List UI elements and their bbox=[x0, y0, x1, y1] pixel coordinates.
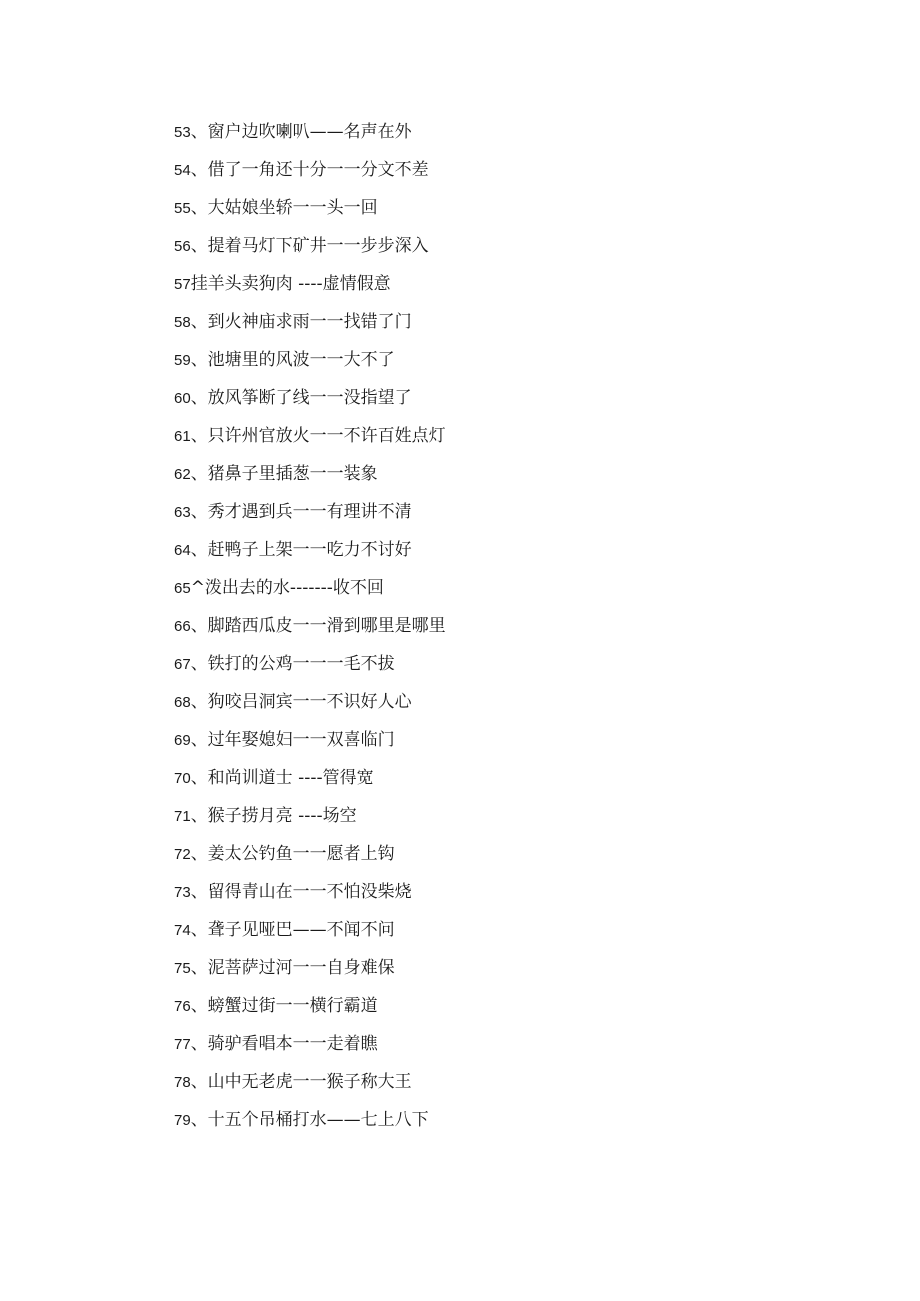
line-text: 、留得青山在一一不怕没柴烧 bbox=[190, 882, 412, 902]
proverb-line bbox=[174, 683, 446, 721]
proverb-line bbox=[174, 569, 446, 607]
proverb-line bbox=[174, 1063, 446, 1101]
line-text: 、聋子见哑巴——不闻不问 bbox=[190, 920, 395, 940]
proverb-line bbox=[174, 645, 446, 683]
line-number: 56 bbox=[174, 238, 191, 255]
line-number: 58 bbox=[174, 314, 191, 331]
line-number: 77 bbox=[174, 1036, 191, 1053]
line-text: 、泥菩萨过河一一自身难保 bbox=[190, 958, 395, 978]
proverb-line bbox=[174, 721, 446, 759]
proverb-line bbox=[174, 455, 446, 493]
proverb-line bbox=[174, 227, 446, 265]
proverb-line bbox=[174, 1025, 446, 1063]
line-text: ^泼出去的水-------收不回 bbox=[190, 578, 384, 598]
line-number: 57 bbox=[174, 276, 191, 293]
line-text: 、过年娶媳妇一一双喜临门 bbox=[190, 730, 395, 750]
line-text: 、借了一角还十分一一分文不差 bbox=[190, 160, 429, 180]
line-text: 、窗户边吹喇叭——名声在外 bbox=[190, 122, 412, 142]
line-text: 、十五个吊桶打水——七上八下 bbox=[190, 1110, 429, 1130]
line-number: 69 bbox=[174, 732, 191, 749]
line-number: 75 bbox=[174, 960, 191, 977]
proverb-line bbox=[174, 797, 446, 835]
line-number: 79 bbox=[174, 1112, 191, 1129]
line-number: 53 bbox=[174, 124, 191, 141]
proverb-line bbox=[174, 341, 446, 379]
line-number: 62 bbox=[174, 466, 191, 483]
proverb-line bbox=[174, 759, 446, 797]
proverb-line bbox=[174, 873, 446, 911]
line-text: 、秀才遇到兵一一有理讲不清 bbox=[190, 502, 412, 522]
proverb-list bbox=[174, 113, 446, 1139]
line-number: 60 bbox=[174, 390, 191, 407]
line-number: 78 bbox=[174, 1074, 191, 1091]
line-text: 、骑驴看唱本一一走着瞧 bbox=[190, 1034, 378, 1054]
line-text: 、赶鸭子上架一一吃力不讨好 bbox=[190, 540, 412, 560]
line-number: 67 bbox=[174, 656, 191, 673]
line-text: 、到火神庙求雨一一找错了门 bbox=[190, 312, 412, 332]
proverb-line bbox=[174, 151, 446, 189]
proverb-line bbox=[174, 949, 446, 987]
proverb-line bbox=[174, 493, 446, 531]
proverb-line bbox=[174, 379, 446, 417]
line-text: 、和尚训道士 ----管得宽 bbox=[190, 768, 374, 788]
line-text: 、猪鼻子里插葱一一装象 bbox=[190, 464, 378, 484]
line-number: 72 bbox=[174, 846, 191, 863]
line-text: 、只许州官放火一一不许百姓点灯 bbox=[190, 426, 446, 446]
proverb-line bbox=[174, 531, 446, 569]
line-number: 70 bbox=[174, 770, 191, 787]
line-number: 76 bbox=[174, 998, 191, 1015]
line-number: 73 bbox=[174, 884, 191, 901]
line-number: 55 bbox=[174, 200, 191, 217]
proverb-line bbox=[174, 607, 446, 645]
line-text: 、螃蟹过街一一横行霸道 bbox=[190, 996, 378, 1016]
line-number: 71 bbox=[174, 808, 191, 825]
line-text: 、提着马灯下矿井一一步步深入 bbox=[190, 236, 429, 256]
proverb-line bbox=[174, 303, 446, 341]
proverb-line bbox=[174, 113, 446, 151]
proverb-line bbox=[174, 987, 446, 1025]
line-text: 挂羊头卖狗肉 ----虚情假意 bbox=[190, 274, 391, 294]
line-text: 、猴子捞月亮 ----场空 bbox=[190, 806, 357, 826]
line-number: 68 bbox=[174, 694, 191, 711]
line-number: 59 bbox=[174, 352, 191, 369]
line-number: 74 bbox=[174, 922, 191, 939]
line-text: 、铁打的公鸡一一一毛不拔 bbox=[190, 654, 395, 674]
line-text: 、脚踏西瓜皮一一滑到哪里是哪里 bbox=[190, 616, 446, 636]
line-text: 、姜太公钓鱼一一愿者上钩 bbox=[190, 844, 395, 864]
proverb-line bbox=[174, 265, 446, 303]
line-text: 、放风筝断了线一一没指望了 bbox=[190, 388, 412, 408]
line-number: 66 bbox=[174, 618, 191, 635]
proverb-line bbox=[174, 189, 446, 227]
line-number: 61 bbox=[174, 428, 191, 445]
line-number: 65 bbox=[174, 580, 191, 597]
proverb-line bbox=[174, 1101, 446, 1139]
line-text: 、狗咬吕洞宾一一不识好人心 bbox=[190, 692, 412, 712]
proverb-line bbox=[174, 835, 446, 873]
line-number: 64 bbox=[174, 542, 191, 559]
proverb-line bbox=[174, 417, 446, 455]
line-number: 63 bbox=[174, 504, 191, 521]
line-text: 、大姑娘坐轿一一头一回 bbox=[190, 198, 378, 218]
line-number: 54 bbox=[174, 162, 191, 179]
proverb-line bbox=[174, 911, 446, 949]
line-text: 、山中无老虎一一猴子称大王 bbox=[190, 1072, 412, 1092]
line-text: 、池塘里的风波一一大不了 bbox=[190, 350, 395, 370]
